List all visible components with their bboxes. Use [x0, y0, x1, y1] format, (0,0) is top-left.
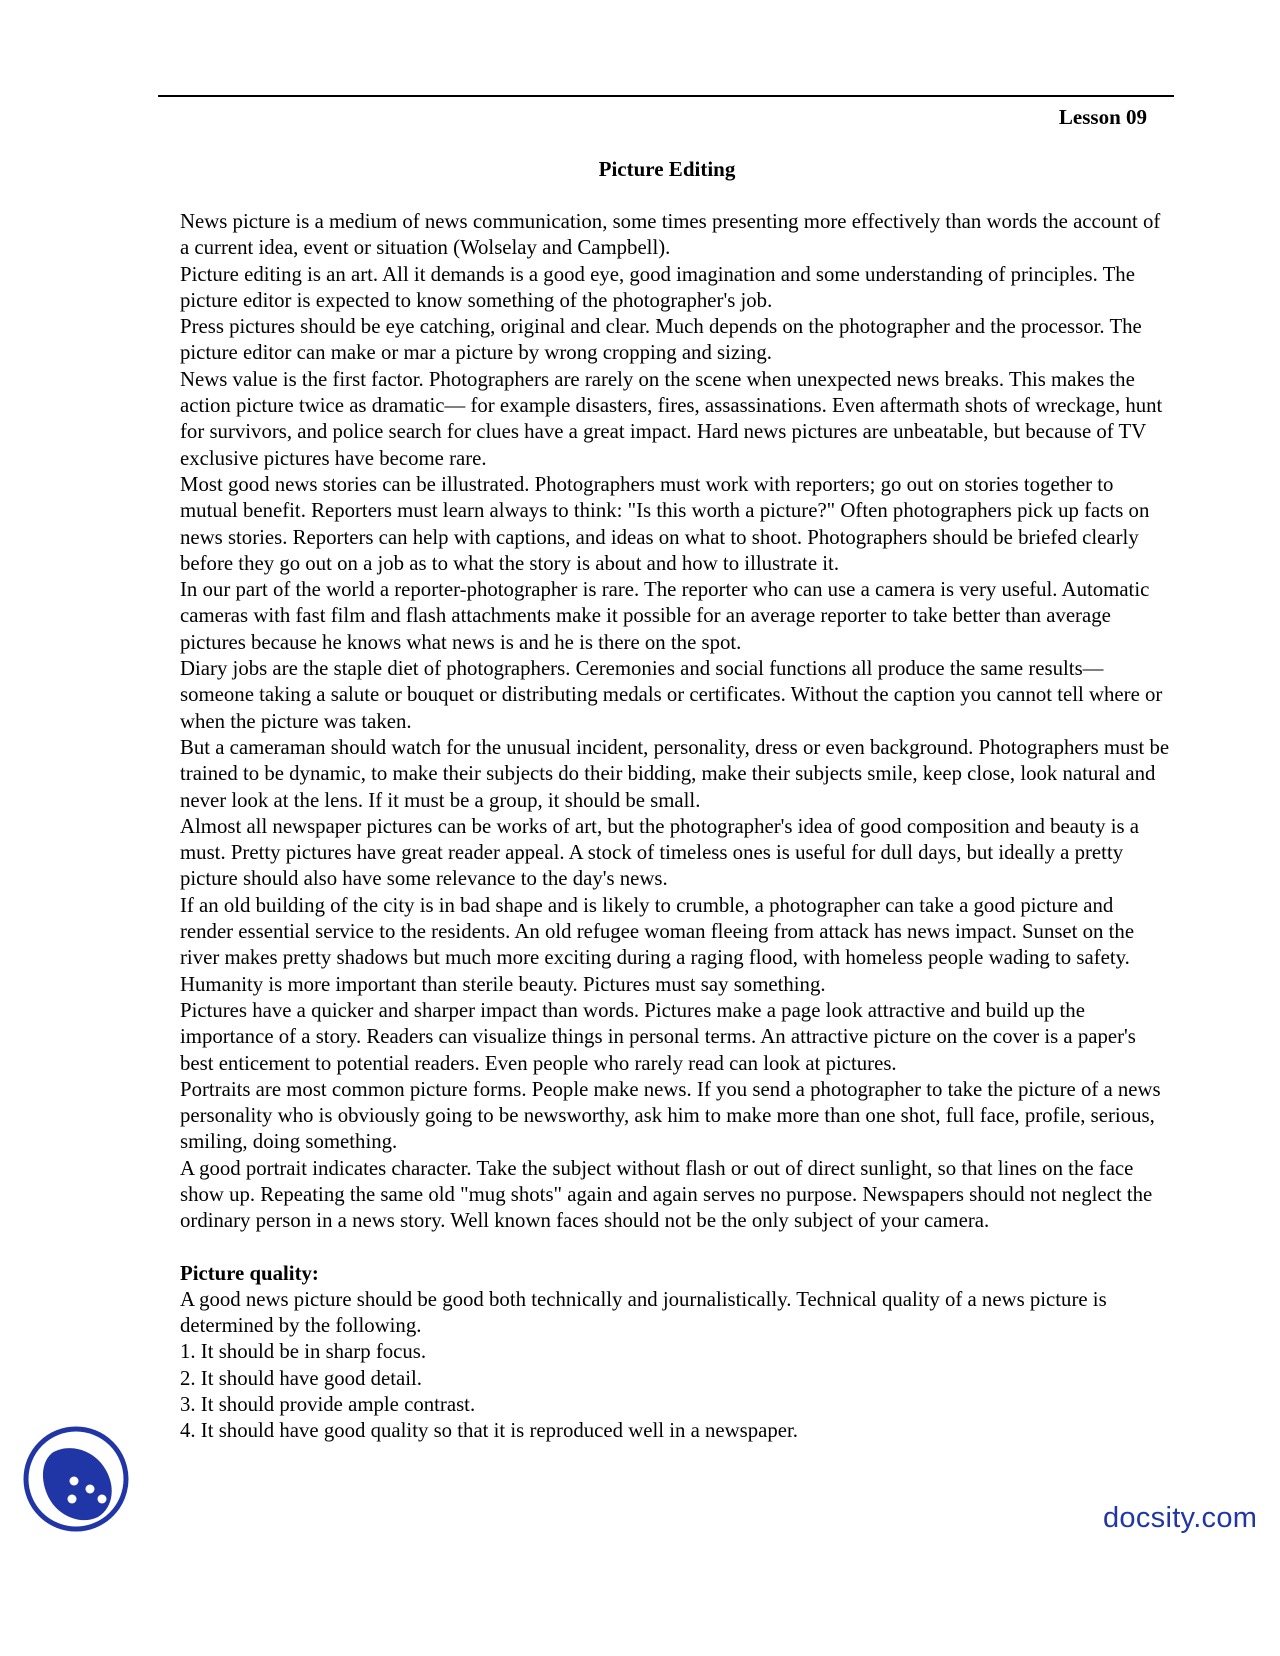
paragraph: Picture editing is an art. All it demands is a good eye, good imagination and some understanding of principles. The picture editor is expected to know something of the photographer's job.: [180, 262, 1135, 312]
list-item: 1. It should be in sharp focus.: [180, 1340, 427, 1364]
header-rule: [158, 95, 1174, 97]
docsity-logo-svg: [22, 1425, 130, 1533]
lesson-number: Lesson 09: [1058, 105, 1147, 129]
paragraph: In our part of the world a reporter-photographer is rare. The reporter who can use a camera is very useful. Automatic cameras with fast film and flash attachments make it possible for an average reporter to take better than average pictures because he knows what news is and he is there on the spot.: [180, 578, 1150, 654]
list-item: 4. It should have good quality so that it is reproduced well in a newspaper.: [180, 1419, 798, 1443]
paragraph: News picture is a medium of news communication, some times presenting more effectively than words the account of a current idea, event or situation (Wolselay and Campbell).: [180, 210, 1161, 260]
document-body: [180, 209, 1170, 1445]
paragraph: News value is the first factor. Photographers are rarely on the scene when unexpected news breaks. This makes the action picture twice as dramatic— for example disasters, fires, assassinations. Even aftermath shots of wreckage, hunt for survivors, and police search for clues have a great impact. Hard news pictures are unbeatable, but because of TV exclusive pictures have become rare.: [180, 367, 1163, 470]
paragraph: A good portrait indicates character. Take the subject without flash or out of direct sunlight, so that lines on the face show up. Repeating the same old "mug shots" again and again serves no purpose. Newspapers should not neglect the ordinary person in a news story. Well known faces should not be the only subject of your camera.: [180, 1156, 1153, 1233]
paragraph: Almost all newspaper pictures can be works of art, but the photographer's idea of good composition and beauty is a must. Pretty pictures have great reader appeal. A stock of timeless ones is useful for dull days, but ideally a pretty picture should also have some relevance to the day's news.: [180, 814, 1140, 891]
paragraph: But a cameraman should watch for the unusual incident, personality, dress or even background. Photographers must be trained to be dynamic, to make their subjects do their bidding, make their subjects smile, keep close, look natural and never look at the lens. If it must be a group, it should be small.: [180, 735, 1170, 812]
list-item: 2. It should have good detail.: [180, 1366, 423, 1390]
docsity-brand-link[interactable]: docsity.com: [1103, 1502, 1258, 1534]
docsity-logo-icon[interactable]: [22, 1425, 130, 1533]
page-title: Picture Editing: [598, 157, 736, 181]
paragraph: If an old building of the city is in bad shape and is likely to crumble, a photographer can take a good picture and render essential service to the residents. An old refugee woman fleeing from attack has news impact. Sunset on the river makes pretty shadows but much more exciting during a raging flood, with homeless people wading to safety. Humanity is more important than sterile beauty. Pictures must say something.: [180, 893, 1135, 996]
paragraph: Portraits are most common picture forms. People make news. If you send a photographer to take the picture of a news personality who is obviously going to be newsworthy, ask him to make more than one shot, full face, profile, serious, smiling, doing something.: [180, 1077, 1161, 1154]
section-heading-picture-quality: Picture quality:: [180, 1261, 319, 1285]
paragraph: Diary jobs are the staple diet of photographers. Ceremonies and social functions all produce the same results—someone taking a salute or bouquet or distributing medals or certificates. Without the caption you cannot tell where or when the picture was taken.: [180, 657, 1163, 733]
list-item: 3. It should provide ample contrast.: [180, 1393, 476, 1417]
section-intro: A good news picture should be good both technically and journalistically. Technical quality of a news picture is determined by the following.: [180, 1287, 1107, 1338]
paragraph: Press pictures should be eye catching, original and clear. Much depends on the photographer and the processor. The picture editor can make or mar a picture by wrong cropping and sizing.: [180, 315, 1142, 365]
paragraph: Most good news stories can be illustrated. Photographers must work with reporters; go out on stories together to mutual benefit. Reporters must learn always to think: "Is this worth a picture?" Often photographers pick up facts on news stories. Reporters can help with captions, and ideas on what to shoot. Photographers should be briefed clearly before they go out on a job as to what the story is about and how to illustrate it.: [180, 472, 1150, 575]
paragraph: Pictures have a quicker and sharper impact than words. Pictures make a page look attractive and build up the importance of a story. Readers can visualize things in personal terms. An attractive picture on the cover is a paper's best enticement to potential readers. Even people who rarely read can look at pictures.: [180, 998, 1136, 1075]
